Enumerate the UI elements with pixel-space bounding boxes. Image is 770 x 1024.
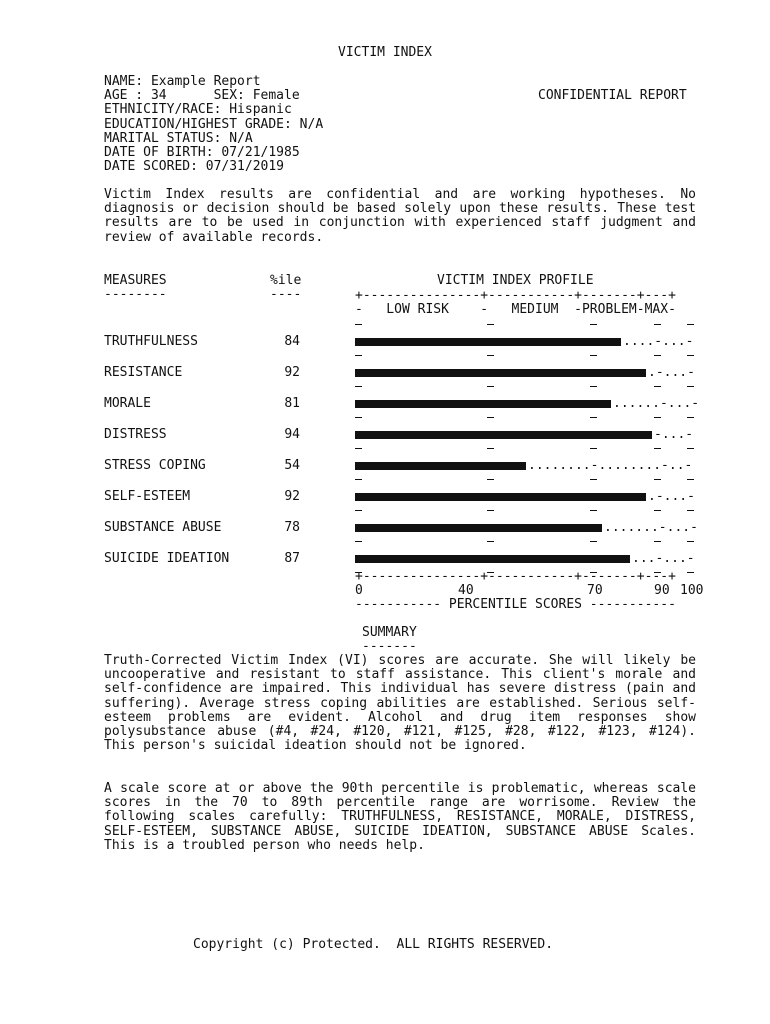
zone-separator-tick xyxy=(590,386,597,387)
zone-separator-tick xyxy=(590,448,597,449)
score-bar-tail: ......-...- xyxy=(613,396,700,411)
header-line: DATE SCORED: 07/31/2019 xyxy=(104,159,285,175)
header-line: ETHNICITY/RACE: Hispanic xyxy=(104,102,292,118)
profile-top-border: +---------------+-----------+-------+---+ xyxy=(355,288,676,303)
score-bar xyxy=(355,524,602,532)
score-bar xyxy=(355,431,652,439)
zone-separator-tick xyxy=(487,479,494,480)
header-line: AGE : 34 SEX: Female xyxy=(104,88,300,104)
zone-separator-tick xyxy=(687,572,694,573)
zone-separator-tick xyxy=(654,510,661,511)
zone-separator-tick xyxy=(654,386,661,387)
summary-underline: ------- xyxy=(362,639,417,654)
score-bar xyxy=(355,369,646,377)
axis-tick-70: 70 xyxy=(587,583,603,598)
percentile-value: 78 xyxy=(284,520,300,535)
axis-tick-90: 90 xyxy=(654,583,670,598)
zone-separator-tick xyxy=(654,324,661,325)
measure-label: SELF-ESTEEM xyxy=(104,489,191,504)
axis-tick-100: 100 xyxy=(680,583,704,598)
zone-separator-tick xyxy=(687,510,694,511)
header-line: MARITAL STATUS: N/A xyxy=(104,130,253,146)
percentile-value: 54 xyxy=(284,458,300,473)
zone-separator-tick xyxy=(355,479,362,480)
measure-label: SUBSTANCE ABUSE xyxy=(104,520,222,535)
zone-separator-tick xyxy=(654,355,661,356)
measure-label: MORALE xyxy=(104,396,151,411)
zone-separator-tick xyxy=(590,479,597,480)
zone-separator-tick xyxy=(355,541,362,542)
profile-zone-labels: - LOW RISK - MEDIUM -PROBLEM-MAX- xyxy=(355,302,676,317)
zone-separator-tick xyxy=(355,324,362,325)
zone-separator-tick xyxy=(654,417,661,418)
confidential-label: CONFIDENTIAL REPORT xyxy=(538,88,687,103)
score-bar-tail: ........-........-..- xyxy=(528,458,693,473)
zone-separator-tick xyxy=(487,355,494,356)
summary-paragraph-2: A scale score at or above the 90th percentile is problematic, whereas scale scores in the 70 to 89th percentile range are worrisome. Review the following scales carefully: TRUTHFULNESS, RESISTANCE, MORALE, DISTRESS, SELF-ESTEEM, SUBSTANCE ABUSE, SUICIDE IDEATION, SUBSTANCE ABUSE Scales. This is a troubled person who needs help. xyxy=(104,781,696,853)
zone-separator-tick xyxy=(355,417,362,418)
percentile-value: 84 xyxy=(284,334,300,349)
zone-separator-tick xyxy=(687,386,694,387)
zone-separator-tick xyxy=(687,448,694,449)
zone-separator-tick xyxy=(590,541,597,542)
axis-tick-0: 0 xyxy=(355,583,363,598)
score-bar-tail: .-...- xyxy=(648,489,695,504)
zone-separator-tick xyxy=(487,324,494,325)
percentile-value: 87 xyxy=(284,551,300,566)
zone-separator-tick xyxy=(687,541,694,542)
zone-separator-tick xyxy=(590,355,597,356)
zone-separator-tick xyxy=(487,417,494,418)
zone-separator-tick xyxy=(355,355,362,356)
zone-separator-tick xyxy=(487,448,494,449)
header-line: DATE OF BIRTH: 07/21/1985 xyxy=(104,145,300,160)
copyright-notice: Copyright (c) Protected. ALL RIGHTS RESERVED. xyxy=(193,937,554,952)
summary-title: SUMMARY xyxy=(362,625,417,640)
score-bar xyxy=(355,555,630,563)
summary-paragraph-1: Truth-Corrected Victim Index (VI) scores are accurate. She will likely be uncooperative and resistant to staff assistance. This client's morale and self-confidence are impaired. This individual has severe distress (pain and suffering). Average stress coping abilities are established. Serious self-esteem problems are evident. Alcohol and drug item responses show polysubstance abuse (#4, #24, #120, #121, #125, #28, #122, #123, #124). This person's suicidal ideation should not be ignored. xyxy=(104,653,696,754)
zone-separator-tick xyxy=(355,386,362,387)
measure-label: RESISTANCE xyxy=(104,365,183,380)
score-bar xyxy=(355,493,646,501)
zone-separator-tick xyxy=(355,510,362,511)
zone-separator-tick xyxy=(487,541,494,542)
axis-tick-40: 40 xyxy=(458,583,474,598)
zone-separator-tick xyxy=(687,324,694,325)
score-bar-tail: -...- xyxy=(654,427,694,442)
measures-underline: -------- xyxy=(104,287,167,302)
zone-separator-tick xyxy=(687,417,694,418)
score-bar-tail: .......-...- xyxy=(604,520,698,535)
measure-label: DISTRESS xyxy=(104,427,167,442)
score-bar-tail: ...-...- xyxy=(632,551,695,566)
percentile-value: 92 xyxy=(284,365,300,380)
percentile-underline: ---- xyxy=(270,287,302,302)
zone-separator-tick xyxy=(654,448,661,449)
score-bar-tail: ....-...- xyxy=(623,334,694,349)
measures-header: MEASURES xyxy=(104,273,167,288)
zone-separator-tick xyxy=(487,386,494,387)
score-bar-tail: .-...- xyxy=(648,365,695,380)
zone-separator-tick xyxy=(590,417,597,418)
percentile-value: 92 xyxy=(284,489,300,504)
percentile-value: 94 xyxy=(284,427,300,442)
measure-label: STRESS COPING xyxy=(104,458,206,473)
zone-separator-tick xyxy=(487,510,494,511)
zone-separator-tick xyxy=(687,355,694,356)
zone-separator-tick xyxy=(654,479,661,480)
intro-paragraph: Victim Index results are confidential and are working hypotheses. No diagnosis or decision should be based solely upon these results. These test results are to be used in conjunction with experienced staff judgment and review of available records. xyxy=(104,187,696,245)
percentile-header: %ile xyxy=(270,273,302,288)
report-title: VICTIM INDEX xyxy=(338,45,432,60)
zone-separator-tick xyxy=(590,510,597,511)
percentile-value: 81 xyxy=(284,396,300,411)
zone-separator-tick xyxy=(654,541,661,542)
score-bar xyxy=(355,338,621,346)
profile-title: VICTIM INDEX PROFILE xyxy=(437,273,594,288)
measure-label: SUICIDE IDEATION xyxy=(104,551,230,566)
zone-separator-tick xyxy=(590,324,597,325)
header-line: EDUCATION/HIGHEST GRADE: N/A xyxy=(104,116,324,132)
axis-caption: ----------- PERCENTILE SCORES ----------- xyxy=(355,597,676,612)
score-bar xyxy=(355,462,526,470)
header-line: NAME: Example Report xyxy=(104,74,261,89)
score-bar xyxy=(355,400,611,408)
zone-separator-tick xyxy=(355,448,362,449)
measure-label: TRUTHFULNESS xyxy=(104,334,198,349)
profile-bottom-border: +---------------+-----------+-------+---+ xyxy=(355,569,676,584)
zone-separator-tick xyxy=(687,479,694,480)
